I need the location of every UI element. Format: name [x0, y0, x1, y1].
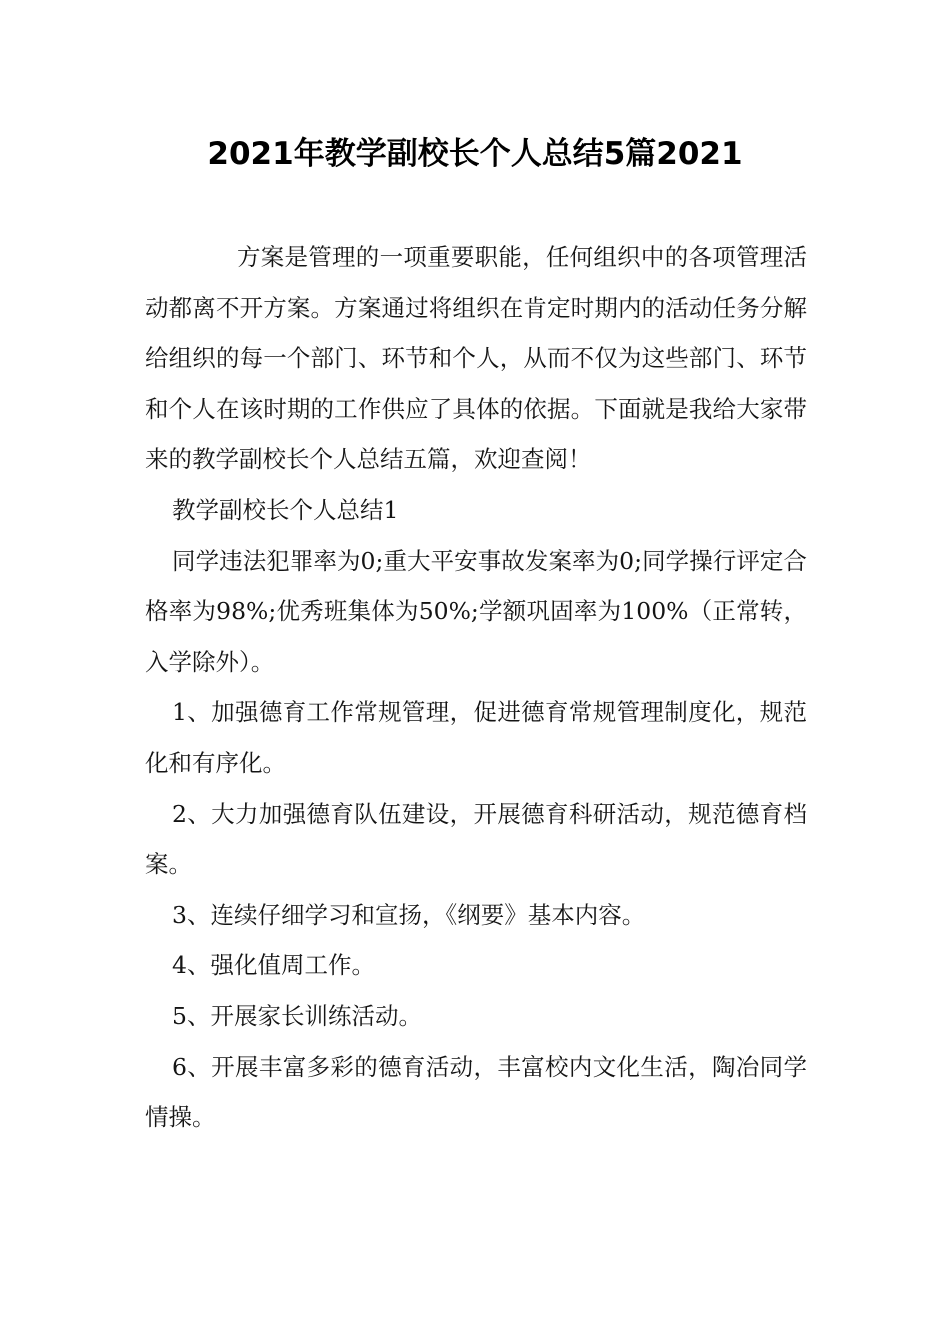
intro-paragraph: 方案是管理的一项重要职能，任何组织中的各项管理活动都离不开方案。方案通过将组织在肯定时期内的活动任务分解给组织的每一个部门、环节和个人，从而不仅为这些部门、环节和个人在该时期的工作供应了具体的依据。下面就是我给大家带来的教学副校长个人总结五篇，欢迎查阅！	[145, 243, 807, 474]
list-item-5: 5、开展家长训练活动。	[172, 1001, 422, 1030]
list-item-2: 2、大力加强德育队伍建设，开展德育科研活动，规范德育档案。	[145, 799, 807, 879]
list-item-4: 4、强化值周工作。	[172, 951, 375, 980]
goals-paragraph: 同学违法犯罪率为0;重大平安事故发案率为0;同学操行评定合格率为98%;优秀班集体为50%;学额巩固率为100%（正常转，入学除外）。	[145, 546, 807, 676]
document-body	[145, 232, 807, 1143]
list-item-1: 1、加强德育工作常规管理，促进德育常规管理制度化，规范化和有序化。	[145, 698, 807, 777]
list-item-3: 3、连续仔细学习和宣扬，《纲要》基本内容。	[172, 900, 646, 929]
list-item-6: 6、开展丰富多彩的德育活动，丰富校内文化生活，陶冶同学情操。	[145, 1052, 807, 1132]
section-heading: 教学副校长个人总结1	[172, 495, 399, 524]
document-title: 2021年教学副校长个人总结5篇2021	[207, 136, 743, 172]
